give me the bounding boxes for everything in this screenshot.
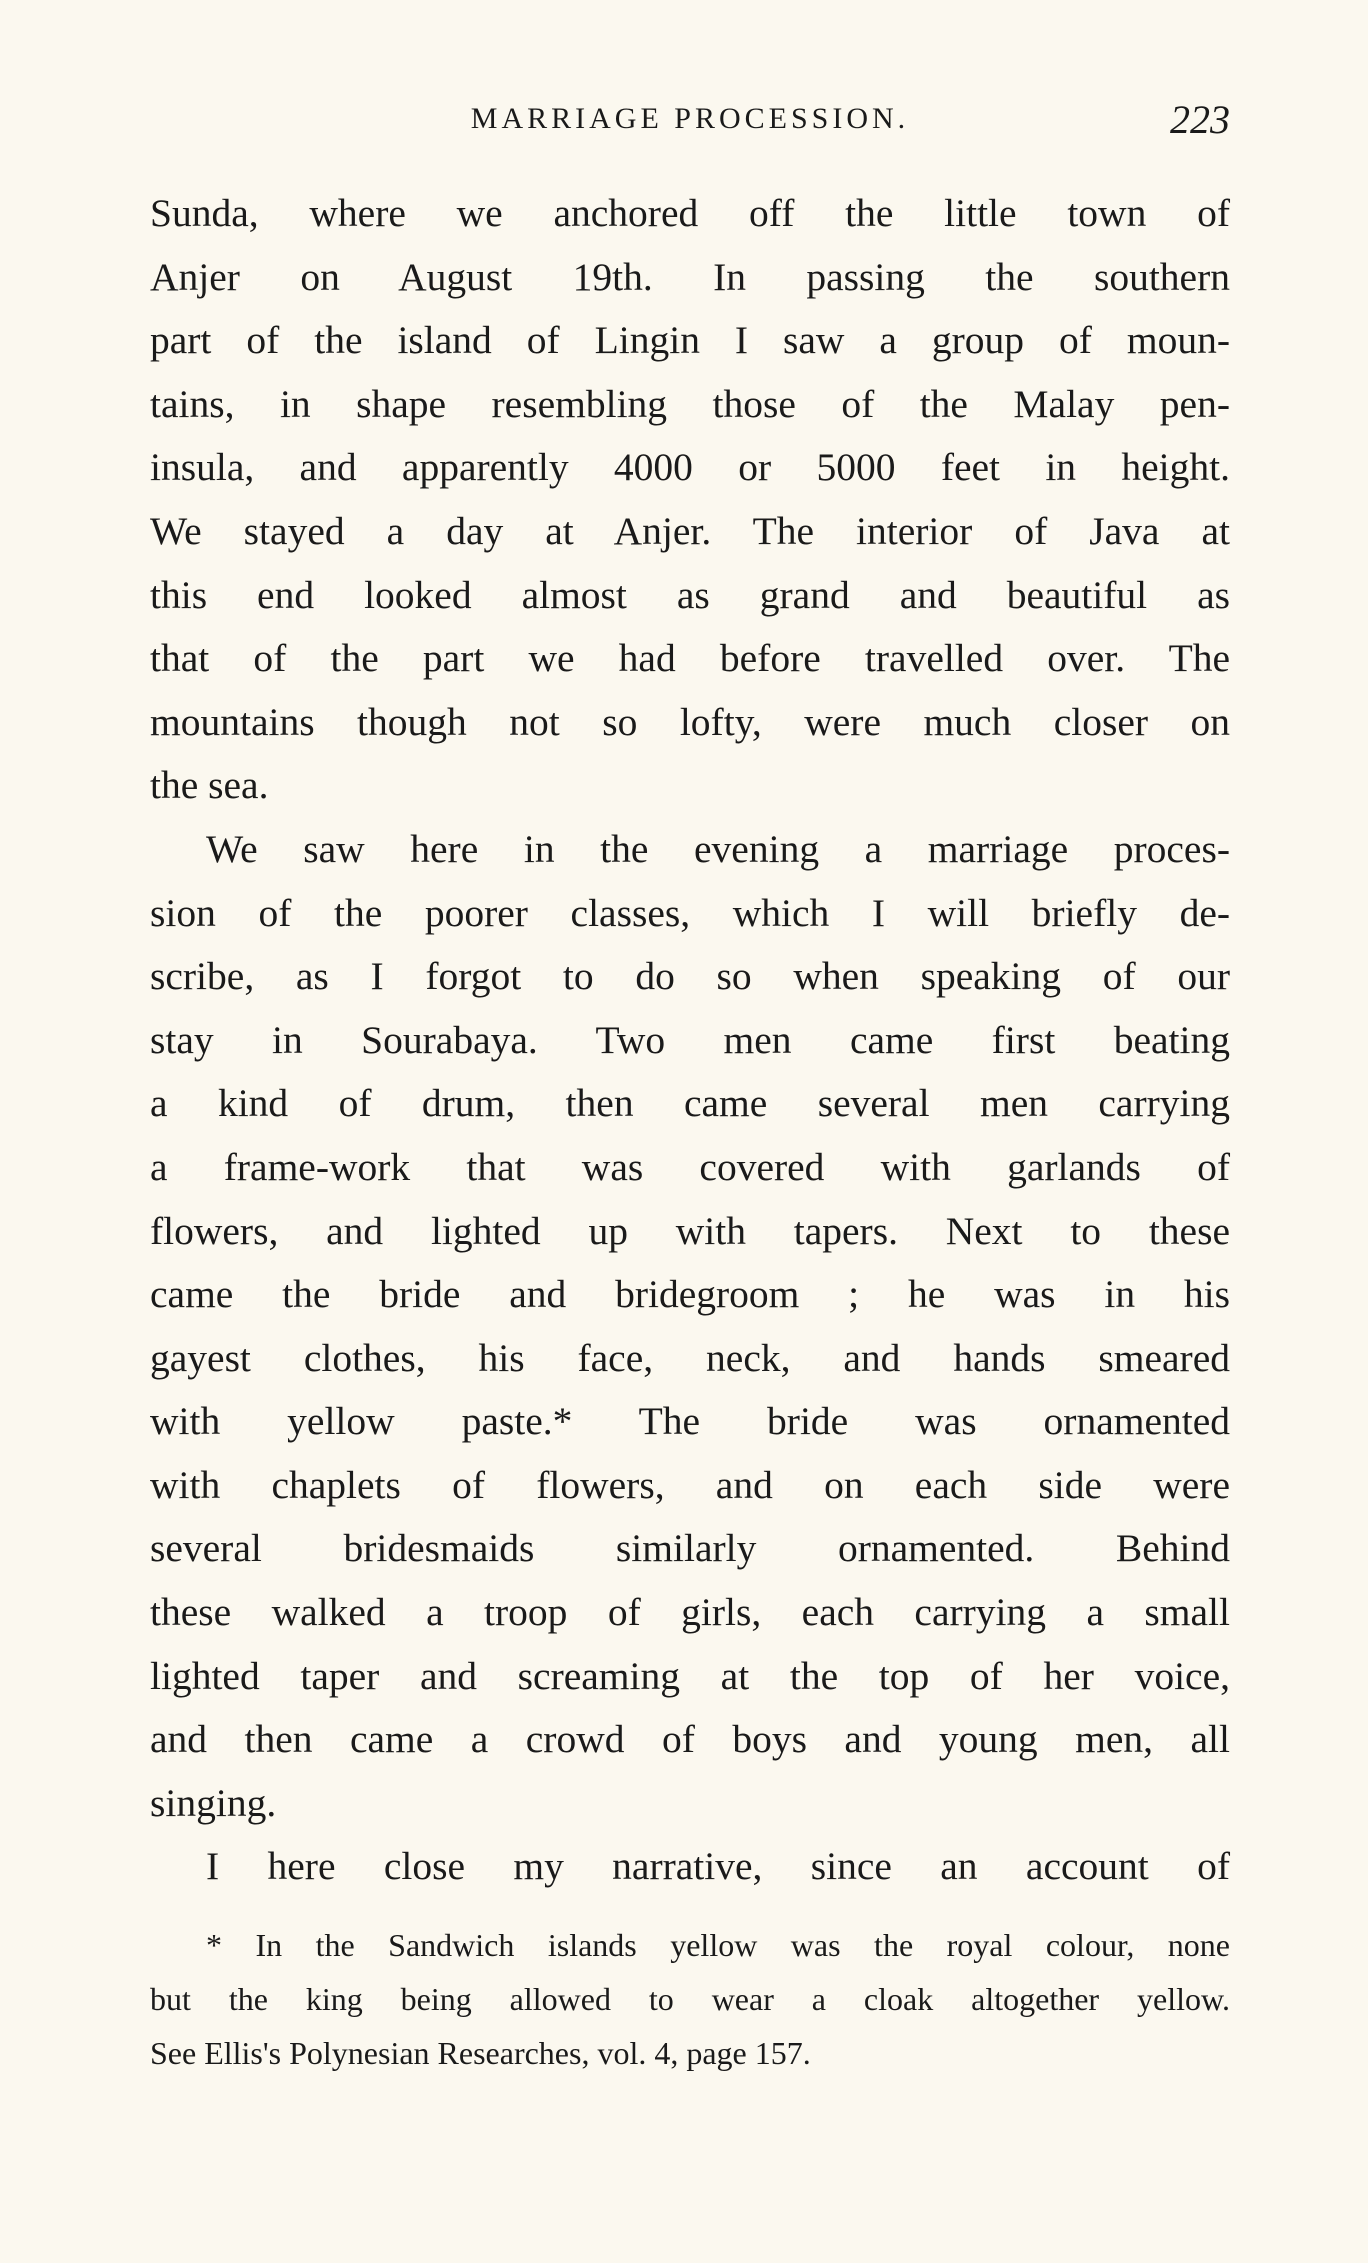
text-line: flowers, and lighted up with tapers. Next to these <box>150 1208 1230 1253</box>
text-line: singing. <box>150 1780 277 1825</box>
running-header <box>150 96 1230 156</box>
text-line: that of the part we had before travelled over. The <box>150 636 1230 681</box>
text-line: came the bride and bridegroom ; he was in his <box>150 1272 1230 1317</box>
running-title: MARRIAGE PROCESSION. <box>470 102 910 135</box>
text-line: Anjer on August 19th. In passing the southern <box>150 254 1230 299</box>
text-line: sion of the poorer classes, which I will briefly de- <box>150 890 1230 935</box>
text-line: I here close my narrative, since an account of <box>206 1844 1230 1889</box>
footnote-line: * In the Sandwich islands yellow was the royal colour, none <box>206 1927 1230 1963</box>
footnote <box>150 1918 1230 2080</box>
text-line: scribe, as I forgot to do so when speaking of our <box>150 954 1230 999</box>
text-line: with chaplets of flowers, and on each side were <box>150 1462 1230 1507</box>
text-line: this end looked almost as grand and beautiful as <box>150 572 1230 617</box>
page-number: 223 <box>1170 97 1230 142</box>
text-line: We stayed a day at Anjer. The interior of Java at <box>150 508 1230 553</box>
text-line: these walked a troop of girls, each carrying a small <box>150 1590 1230 1635</box>
text-line: several bridesmaids similarly ornamented. Behind <box>150 1526 1230 1571</box>
text-line: and then came a crowd of boys and young men, all <box>150 1717 1230 1762</box>
footnote-line: but the king being allowed to wear a cloak altogether yellow. <box>150 1981 1230 2017</box>
text-line: with yellow paste.* The bride was ornamented <box>150 1399 1230 1444</box>
text-line: insula, and apparently 4000 or 5000 feet in height. <box>150 445 1230 490</box>
text-line: Sunda, where we anchored off the little town of <box>150 191 1230 235</box>
text-line: stay in Sourabaya. Two men came first beating <box>150 1017 1230 1062</box>
text-line: part of the island of Lingin I saw a group of moun- <box>150 318 1230 363</box>
text-line: lighted taper and screaming at the top of her voice, <box>150 1653 1230 1698</box>
text-line: a frame-work that was covered with garlands of <box>150 1144 1230 1189</box>
text-line: gayest clothes, his face, neck, and hands smeared <box>150 1335 1230 1380</box>
text-line: We saw here in the evening a marriage proces- <box>206 826 1230 871</box>
text-line: a kind of drum, then came several men carrying <box>150 1081 1230 1126</box>
text-line: the sea. <box>150 763 269 808</box>
footnote-line: See Ellis's Polynesian Researches, vol. 4, page 157. <box>150 2035 811 2071</box>
text-line: mountains though not so lofty, were much closer on <box>150 699 1230 744</box>
body-text <box>150 182 1230 1899</box>
text-line: tains, in shape resembling those of the Malay pen- <box>150 381 1230 426</box>
